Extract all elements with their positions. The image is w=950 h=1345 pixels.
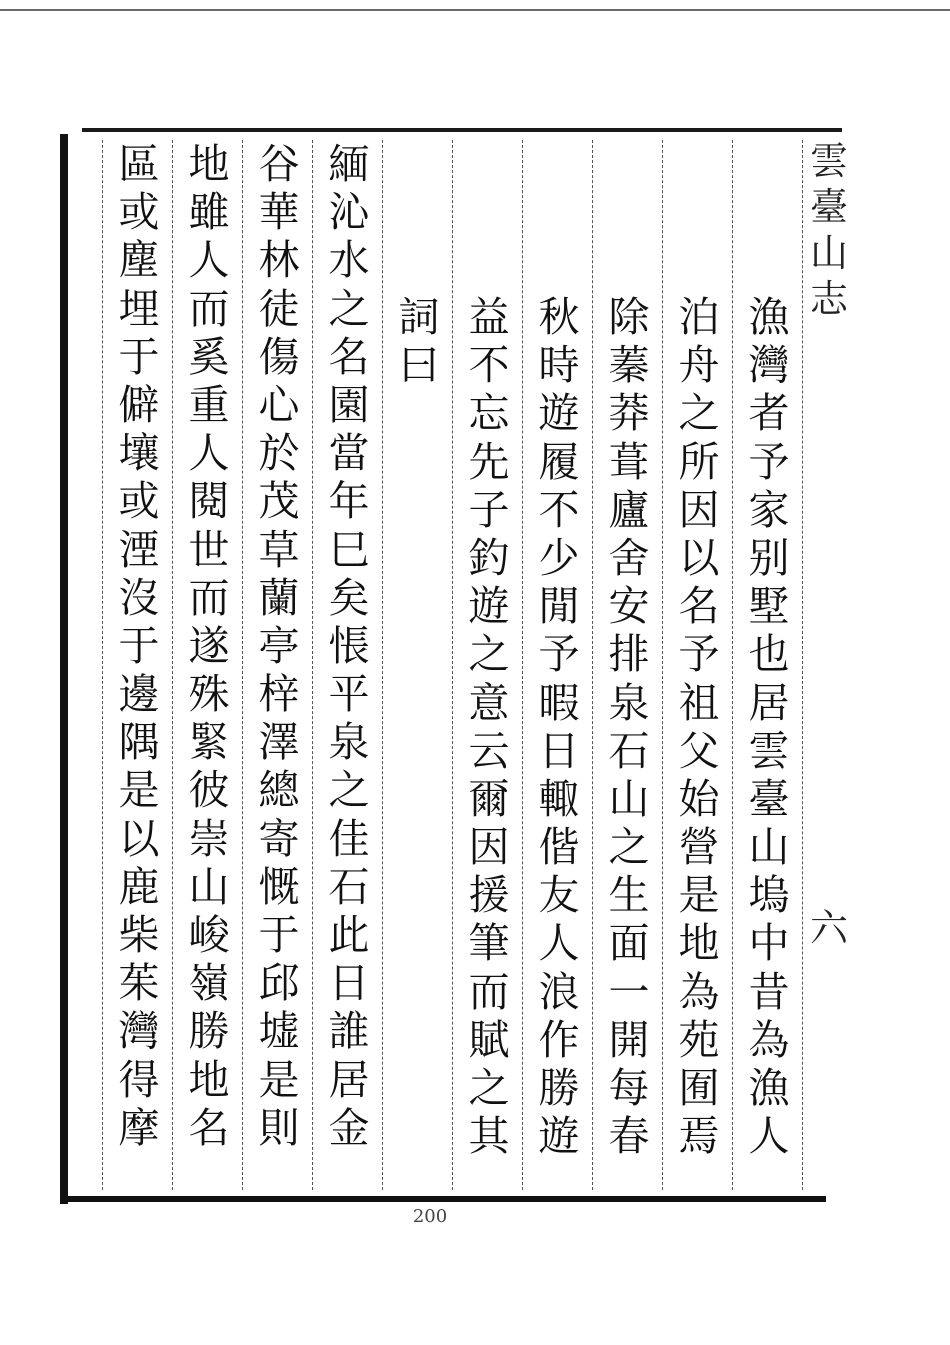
glyph: 茱 [118, 959, 160, 1008]
glyph: 援 [468, 871, 510, 920]
glyph: 沒 [118, 573, 160, 622]
glyph: 不 [538, 485, 580, 534]
glyph: 賦 [468, 1015, 510, 1064]
column-divider [452, 140, 453, 1190]
glyph: 閱 [188, 477, 230, 526]
glyph: 或 [118, 477, 160, 526]
glyph: 祖 [678, 678, 720, 727]
glyph: 湮 [118, 525, 160, 574]
glyph: 緊 [188, 718, 230, 767]
glyph: 嶺 [188, 959, 230, 1008]
glyph: 之 [328, 284, 370, 333]
text-column-9 [182, 140, 236, 1190]
glyph: 茂 [258, 477, 300, 526]
glyph: 塵 [118, 236, 160, 285]
glyph: 重 [188, 380, 230, 429]
glyph: 排 [608, 630, 650, 679]
text-column-3 [602, 293, 656, 1343]
glyph: 名 [678, 582, 720, 631]
glyph: 因 [468, 823, 510, 872]
glyph: 父 [678, 726, 720, 775]
glyph: 華 [258, 188, 300, 237]
glyph: 春 [608, 1112, 650, 1161]
frame-left-border [60, 134, 68, 1204]
text-column-7 [322, 140, 376, 1190]
glyph: 彼 [188, 766, 230, 815]
glyph: 面 [608, 919, 650, 968]
glyph: 慨 [258, 862, 300, 911]
glyph: 灣 [118, 1007, 160, 1056]
glyph: 雲 [748, 726, 790, 775]
glyph: 于 [118, 621, 160, 670]
glyph: 峻 [188, 911, 230, 959]
margin-glyph: 臺 [809, 185, 848, 229]
glyph: 而 [188, 284, 230, 333]
glyph: 林 [258, 236, 300, 285]
glyph: 人 [188, 236, 230, 285]
glyph: 泉 [328, 718, 370, 767]
glyph: 墟 [258, 1007, 300, 1056]
glyph: 予 [678, 630, 720, 679]
glyph: 每 [608, 1064, 650, 1112]
glyph: 或 [118, 188, 160, 237]
glyph: 日 [538, 726, 580, 775]
glyph: 山 [748, 823, 790, 872]
margin-glyph: 志 [809, 277, 848, 321]
glyph: 蓁 [608, 341, 650, 390]
glyph: 邊 [118, 670, 160, 719]
column-divider [662, 140, 663, 1190]
glyph: 遊 [468, 582, 510, 631]
glyph: 者 [748, 389, 790, 438]
text-column-8 [252, 140, 306, 1190]
glyph: 誰 [328, 1007, 370, 1056]
glyph: 石 [328, 862, 370, 911]
glyph: 於 [258, 429, 300, 478]
glyph: 浪 [538, 967, 580, 1016]
glyph: 時 [538, 341, 580, 390]
text-block [60, 128, 848, 1213]
glyph: 灣 [748, 341, 790, 390]
glyph: 奚 [188, 332, 230, 381]
glyph: 詞 [398, 293, 440, 341]
glyph: 别 [748, 533, 790, 582]
glyph: 名 [188, 1103, 230, 1152]
glyph: 不 [468, 341, 510, 390]
glyph: 地 [678, 919, 720, 968]
glyph: 緬 [328, 140, 370, 188]
glyph: 埋 [118, 284, 160, 333]
glyph: 雖 [188, 188, 230, 237]
glyph: 巳 [328, 525, 370, 574]
text-column-5 [462, 293, 516, 1343]
glyph: 心 [258, 380, 300, 429]
glyph: 是 [118, 766, 160, 815]
glyph: 閒 [538, 582, 580, 631]
glyph: 苑 [678, 1015, 720, 1064]
glyph: 殊 [188, 670, 230, 719]
glyph: 云 [468, 726, 510, 775]
glyph: 日 [328, 959, 370, 1008]
glyph: 金 [328, 1103, 370, 1152]
column-divider [172, 140, 173, 1190]
glyph: 先 [468, 437, 510, 486]
glyph: 所 [678, 437, 720, 486]
glyph: 遊 [538, 389, 580, 438]
glyph: 友 [538, 871, 580, 920]
glyph: 隅 [118, 718, 160, 767]
glyph: 蘭 [258, 573, 300, 622]
glyph: 佳 [328, 814, 370, 863]
glyph: 因 [678, 485, 720, 534]
glyph: 沁 [328, 188, 370, 237]
glyph: 家 [748, 485, 790, 534]
glyph: 區 [118, 140, 160, 188]
column-divider [522, 140, 523, 1190]
frame-top-border [82, 128, 842, 132]
margin-glyph: 山 [809, 231, 848, 275]
glyph: 臺 [748, 774, 790, 823]
glyph: 居 [748, 678, 790, 727]
glyph: 石 [608, 726, 650, 775]
margin-leaf-number: 六 [809, 906, 848, 950]
glyph: 僻 [118, 380, 160, 429]
glyph: 秋 [538, 293, 580, 341]
glyph: 子 [468, 485, 510, 534]
glyph: 澤 [258, 718, 300, 767]
glyph: 偕 [538, 823, 580, 872]
glyph: 當 [328, 429, 370, 478]
glyph: 是 [258, 1055, 300, 1104]
glyph: 于 [118, 332, 160, 381]
column-divider [592, 140, 593, 1190]
glyph: 安 [608, 582, 650, 631]
glyph: 而 [468, 967, 510, 1016]
glyph: 人 [538, 919, 580, 968]
glyph: 舍 [608, 533, 650, 582]
glyph: 平 [328, 670, 370, 719]
column-divider [312, 140, 313, 1190]
glyph: 塢 [748, 871, 790, 920]
glyph: 開 [608, 1015, 650, 1064]
glyph: 草 [258, 525, 300, 574]
glyph: 遂 [188, 621, 230, 670]
glyph: 邱 [258, 959, 300, 1008]
glyph: 勝 [538, 1064, 580, 1112]
glyph: 壤 [118, 429, 160, 478]
glyph: 亭 [258, 621, 300, 670]
column-divider [242, 140, 243, 1190]
text-column-2 [672, 293, 726, 1343]
glyph: 總 [258, 766, 300, 815]
glyph: 筆 [468, 919, 510, 968]
glyph: 名 [328, 332, 370, 381]
glyph: 爾 [468, 774, 510, 823]
glyph: 泊 [678, 293, 720, 341]
glyph: 也 [748, 630, 790, 679]
glyph: 廬 [608, 485, 650, 534]
glyph: 水 [328, 236, 370, 285]
glyph: 一 [608, 967, 650, 1016]
glyph: 園 [328, 380, 370, 429]
glyph: 漁 [748, 293, 790, 341]
glyph: 始 [678, 774, 720, 823]
glyph: 營 [678, 823, 720, 872]
glyph: 為 [748, 1015, 790, 1064]
glyph: 摩 [118, 1103, 160, 1152]
glyph: 中 [748, 919, 790, 968]
glyph: 履 [538, 437, 580, 486]
glyph: 其 [468, 1112, 510, 1161]
text-column-10 [112, 140, 166, 1190]
glyph: 以 [118, 814, 160, 863]
glyph: 得 [118, 1055, 160, 1104]
glyph: 暇 [538, 678, 580, 727]
glyph: 舟 [678, 341, 720, 390]
glyph: 作 [538, 1015, 580, 1064]
page-number: 200 [412, 1206, 448, 1227]
glyph: 地 [188, 1055, 230, 1104]
glyph: 勝 [188, 1007, 230, 1056]
glyph: 人 [748, 1112, 790, 1161]
glyph: 曰 [398, 341, 440, 390]
glyph: 梓 [258, 670, 300, 719]
column-divider [802, 140, 803, 1190]
glyph: 于 [258, 911, 300, 959]
text-column-1 [742, 293, 796, 1343]
glyph: 漁 [748, 1064, 790, 1112]
glyph: 焉 [678, 1112, 720, 1161]
glyph: 徒 [258, 284, 300, 333]
glyph: 墅 [748, 582, 790, 631]
glyph: 悵 [328, 621, 370, 670]
glyph: 之 [678, 389, 720, 438]
glyph: 居 [328, 1055, 370, 1104]
glyph: 寄 [258, 814, 300, 863]
glyph: 莽 [608, 389, 650, 438]
glyph: 人 [188, 429, 230, 478]
glyph: 是 [678, 871, 720, 920]
glyph: 崇 [188, 814, 230, 863]
glyph: 除 [608, 293, 650, 341]
glyph: 輙 [538, 774, 580, 823]
glyph: 為 [678, 967, 720, 1016]
glyph: 則 [258, 1103, 300, 1152]
glyph: 釣 [468, 533, 510, 582]
glyph: 傷 [258, 332, 300, 381]
glyph: 之 [468, 630, 510, 679]
glyph: 柴 [118, 911, 160, 959]
column-divider [382, 140, 383, 1190]
column-divider [102, 140, 103, 1190]
glyph: 昔 [748, 967, 790, 1016]
text-column-4 [532, 293, 586, 1343]
glyph: 以 [678, 533, 720, 582]
top-rule [0, 9, 950, 11]
glyph: 之 [608, 823, 650, 872]
glyph: 谷 [258, 140, 300, 188]
glyph: 忘 [468, 389, 510, 438]
glyph: 鹿 [118, 862, 160, 911]
glyph: 葺 [608, 437, 650, 486]
glyph: 泉 [608, 678, 650, 727]
margin-glyph: 雲 [809, 139, 848, 183]
glyph: 山 [608, 774, 650, 823]
glyph: 生 [608, 871, 650, 920]
glyph: 地 [188, 140, 230, 188]
glyph: 囿 [678, 1064, 720, 1112]
column-divider [732, 140, 733, 1190]
glyph: 之 [468, 1064, 510, 1112]
text-column-6 [392, 293, 446, 1343]
glyph: 矣 [328, 573, 370, 622]
glyph: 少 [538, 533, 580, 582]
glyph: 之 [328, 766, 370, 815]
glyph: 予 [748, 437, 790, 486]
glyph: 此 [328, 911, 370, 959]
glyph: 世 [188, 525, 230, 574]
glyph: 益 [468, 293, 510, 341]
glyph: 遊 [538, 1112, 580, 1161]
glyph: 而 [188, 573, 230, 622]
glyph: 意 [468, 678, 510, 727]
glyph: 山 [188, 862, 230, 911]
glyph: 予 [538, 630, 580, 679]
glyph: 年 [328, 477, 370, 526]
